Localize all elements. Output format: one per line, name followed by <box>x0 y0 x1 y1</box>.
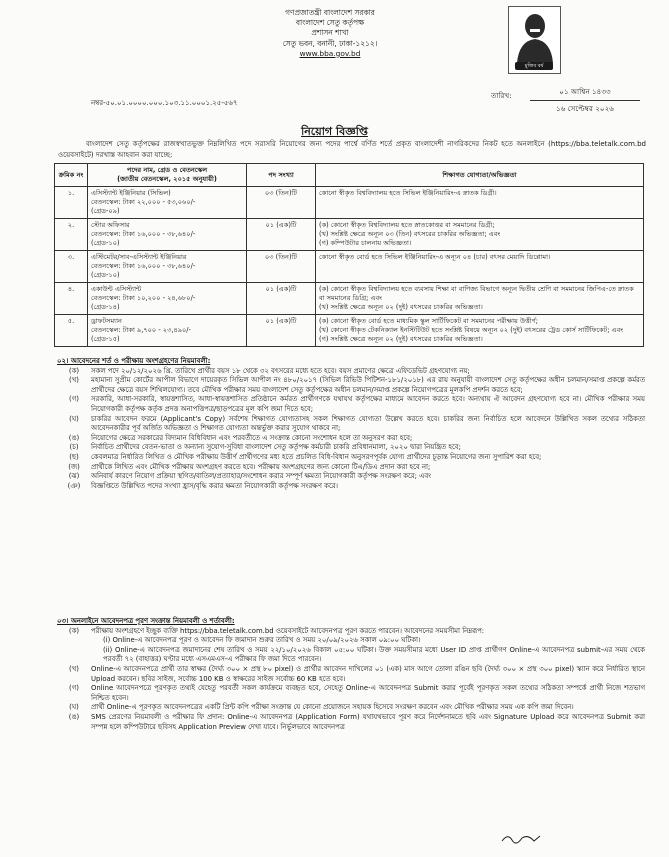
condition-item <box>57 627 645 637</box>
qualification-line: (খ) সংশ্লিষ্ট ক্ষেত্রে অন্যূন ০৩ (তিন) বৎসরের চাকরির অভিজ্ঞতা; এবং <box>319 230 501 238</box>
item-text: নিয়োগের ক্ষেত্রে সরকারের বিদ্যমান বিধিবিধান এবং পরবর্তীতে এ সংক্রান্ত কোনো সংশোধন হলে তা অনুসরণ করা হবে; <box>91 433 413 442</box>
signature-mark <box>500 832 558 844</box>
post-line: বেতনস্কেল: টাকা ১৬,০০০ - ৩৮,৬৪০/- <box>91 230 196 238</box>
qualification-line: (গ) কম্পিউটার চালনায় অভিজ্ঞতা। <box>319 239 412 247</box>
cell-qualification <box>316 283 644 315</box>
condition-item <box>57 703 645 713</box>
item-marker <box>69 636 103 646</box>
cell-post <box>88 219 247 251</box>
item-marker: (ঞ) <box>67 481 81 490</box>
qualification-line: (খ) কোনো স্বীকৃত টেকনিক্যাল ইনস্টিটিউট হতে সংশ্লিষ্ট বিষয়ে অন্যূন ০২ (দুই) বৎসরের ট্রেড কোর্স সার্টিফিকেট; এবং <box>319 326 624 334</box>
cell-sl: ১. <box>55 187 88 219</box>
post-line: (গ্রেড-১৫) <box>91 335 120 343</box>
memo-number: নম্বর-৫০.০১.০০০০.০০০.১০৩.১১.০০০১.২৫-৫৬৭ <box>91 99 238 107</box>
condition-item <box>57 415 645 434</box>
post-line: বেতনস্কেল: টাকা ১০,২০০ - ২৪,৬৮০/- <box>91 294 196 302</box>
item-text: সরকারি, আধা-সরকারি, স্বায়ত্তশাসিত, আধা-স্বায়ত্তশাসিত প্রতিষ্ঠানে কর্মরত প্রার্থীগণকে যথাযথ কর্তৃপক্ষের মাধ্যমে আবেদন করতে হবে। অন্যথায় ঐ আবেদন গ্রহণযোগ্য হবে না। মৌখিক পরীক্ষার সময় নিয়োগকারী কর্তৃপক্ষ কর্তৃক প্রদত্ত অনাপত্তিপত্র/ছাড়পত্রের মূল কপি জমা দিতে হবে; <box>91 395 645 413</box>
post-line: এস্টিমেটর/সাব-এসিস্ট্যান্ট ইঞ্জিনিয়ার <box>91 253 187 261</box>
item-marker: (জ) <box>68 462 80 471</box>
cell-qualification <box>316 251 644 283</box>
item-text: সকল পদে ২০/১২/২০২৬ খ্রি. তারিখে প্রার্থীর বয়স ১৮ থেকে ৩২ বৎসরের মধ্যে হতে হবে। বয়স প্রমাণের ক্ষেত্রে এফিডেভিট গ্রহণযোগ্য নয়; <box>91 366 470 375</box>
item-marker: (খ) <box>69 664 79 673</box>
cell-sl: ৫. <box>55 315 88 347</box>
condition-item <box>57 713 645 732</box>
col-header-sl: ক্রমিক নং <box>55 164 88 187</box>
date-bengali: ০১ আশ্বিন ১৪৩৩ <box>559 87 611 96</box>
condition-item <box>57 453 645 463</box>
item-marker: (গ) <box>69 684 79 693</box>
section-online-application <box>57 617 645 732</box>
condition-item <box>57 472 645 482</box>
section-heading: ০৩। অনলাইনে আবেদনপত্র পূরণ সংক্রান্ত নিয়মাবলী ও শর্তাবলী: <box>57 617 235 625</box>
date-english: ১৬ সেপ্টেম্বর ২০২৬ <box>530 100 640 117</box>
post-line: স্টোর অফিসার <box>91 221 130 229</box>
cell-qualification <box>316 187 644 219</box>
website-link[interactable]: www.bba.gov.bd <box>299 48 361 58</box>
cell-sl: ২. <box>55 219 88 251</box>
item-text: বিজ্ঞপ্তিতে উল্লিখিত পদের সংখ্যা হ্রাস/বৃদ্ধি করার ক্ষমতা নিয়োগকারী কর্তৃপক্ষ সংরক্ষণ করে। <box>91 481 338 490</box>
col-header-count: পদ সংখ্যা <box>247 164 316 187</box>
post-line: (গ্রেড-১৪) <box>91 303 120 311</box>
item-marker: (ঙ) <box>68 433 80 442</box>
item-marker: (ঝ) <box>68 472 80 481</box>
condition-item <box>57 463 645 473</box>
cell-post <box>88 187 247 219</box>
item-text: অনিবার্য কারণে নিয়োগ প্রক্রিয়া স্থগিত/বাতিল/প্রত্যাহার/সংশোধন করার সম্পূর্ণ ক্ষমতা নিয়োগকারী কর্তৃপক্ষ সংরক্ষণ করে; এবং <box>91 472 432 481</box>
section-conditions <box>57 357 645 491</box>
portrait-logo <box>508 6 561 74</box>
item-text: চাকরির আবেদন ফরমে (Applicant's Copy) সর্বশেষ শিক্ষাগত যোগ্যতাসহ সকল শিক্ষাগত যোগ্যতা উল্লেখ করতে হবে। চাকরির জন্য নির্বাচিত হলে আবেদনে উল্লিখিত সকল তথ্যের সঠিকতা আবেদনকারীর পূর্ব অর্জিত অভিজ্ঞতা ও শিক্ষাগত যোগ্যতা অন্তর্ভুক্ত করার সুযোগ থাকবে না; <box>91 414 645 433</box>
qualification-line: কোনো স্বীকৃত বিশ্ববিদ্যালয় হতে সিভিল ইঞ্জিনিয়ারিং-এ স্নাতক ডিগ্রী। <box>319 189 497 197</box>
intro-paragraph: বাংলাদেশ সেতু কর্তৃপক্ষের রাজস্বখাতভুক্ত নিম্নলিখিত পদে সরাসরি নিয়োগের জন্য পদের পার্শ্বে বর্ণিত শর্তে প্রকৃত বাংলাদেশী নাগরিকদের নিকট হতে অনলাইনে (https://bba.teletalk.com.bd ওয়েবসাইটে) দরখাস্ত আহবান করা যাচ্ছে: <box>58 140 646 159</box>
cell-qualification <box>316 219 644 251</box>
section-heading: ০২। আবেদনের শর্ত ও পরীক্ষায় অংশগ্রহণের নিয়মাবলী: <box>57 357 211 365</box>
table-row <box>55 251 644 283</box>
condition-item <box>57 646 645 665</box>
post-line: বেতনস্কেল: টাকা ২২,০০০ - ৫৩,০৬০/- <box>91 198 196 206</box>
item-text: কেবলমাত্র নির্ধারিত লিখিত ও মৌখিক পরীক্ষায় উত্তীর্ণ প্রার্থীগণের মধ্য হতে প্রচলিত বিধি-বিধান অনুসরণপূর্বক যোগ্য প্রার্থীদের চূড়ান্ত নিয়োগের জন্য সুপারিশ করা হবে; <box>91 452 542 461</box>
notice-title: নিয়োগ বিজ্ঞপ্তি <box>301 125 368 138</box>
qualification-line: (ক) কোনো স্বীকৃত বিশ্ববিদ্যালয় হতে ব্যবসায় শিক্ষা বা বাণিজ্য বিভাগে অন্যূন দ্বিতীয় শ্রেণি বা সমমানের জিপিএ-তে স্নাতক বা সমমানের ডিগ্রি; এবং <box>319 285 634 302</box>
condition-item <box>57 684 645 703</box>
posts-table <box>54 163 644 347</box>
item-marker: (চ) <box>69 443 79 452</box>
post-line: একাউন্ট এসিস্ট্যান্ট <box>91 285 142 293</box>
table-body <box>55 187 644 347</box>
item-text: (ii) Online-এ আবেদনপত্র জমাদানের শেষ তারিখ ও সময় ২২/১০/২০২৬ বিকাল ০৫:০০ ঘটিকা। উক্ত সময়সীমার মধ্যে User ID প্রাপ্ত প্রার্থীগণ Online-এ আবেদনপত্র submit-এর সময় থেকে পরবর্তী ৭২ (বাহাত্তর) ঘণ্টার মধ্যে এসএমএস-এ পরীক্ষার ফি জমা দিতে পারবেন। <box>103 645 645 664</box>
post-line: (গ্রেড-০৯) <box>91 207 120 215</box>
item-marker <box>69 646 103 665</box>
cell-count: ০১ (এক)টি <box>247 219 316 251</box>
condition-item <box>57 395 645 414</box>
header-line: প্রশাসন শাখা <box>311 28 349 38</box>
portrait-caption: মুজিব বর্ষ <box>515 62 553 70</box>
item-text: মহামান্য সুপ্রীম কোর্টের আপীল বিভাগে দায়েরকৃত সিভিল আপীল নং ৪৮০/২০১৭ (সিভিল রিভিউ পিটিশন-১৮১/২০১৮) এর রায় অনুযায়ী বাংলাদেশ সেতু কর্তৃপক্ষের অধীন চলমান/সমাপ্ত প্রকল্পে কর্মরত প্রার্থীদের ক্ষেত্রে বয়স শিথিলযোগ্য। তবে মৌখিক পরীক্ষার সময় বাংলাদেশ সেতু কর্তৃপক্ষের অধীন চলমান/সমাপ্ত প্রকল্পে নিয়োগপত্রের মূলকপি প্রদর্শন করতে হবে; <box>91 376 645 394</box>
cell-count: ০১ (এক)টি <box>247 283 316 315</box>
item-text: প্রার্থীকে লিখিত এবং মৌখিক পরীক্ষায় অংশগ্রহণ করতে হবে। পরীক্ষায় অংশগ্রহণের জন্য কোনো টিএ/ডিএ প্রদান করা হবে না; <box>91 462 431 471</box>
condition-item <box>57 367 645 377</box>
cell-count: ০৩ (তিন)টি <box>247 251 316 283</box>
header-line: বাংলাদেশ সেতু কর্তৃপক্ষ <box>295 18 365 28</box>
portrait-icon <box>509 7 560 63</box>
cell-post <box>88 251 247 283</box>
condition-item <box>57 434 645 444</box>
cell-post <box>88 315 247 347</box>
col-header-qualification: শিক্ষাগত যোগ্যতা/অভিজ্ঞতা <box>316 164 644 187</box>
condition-item <box>57 636 645 646</box>
cell-qualification <box>316 315 644 347</box>
post-line: বেতনস্কেল: টাকা ৯,৭০০ - ২৩,৪৯০/- <box>91 326 191 334</box>
qualification-line: (গ) সংশ্লিষ্ট ক্ষেত্রে অন্যূন ০২ (দুই) বৎসরের চাকরির অভিজ্ঞতা। <box>319 335 483 343</box>
item-text: Online আবেদনপত্রে পূরণকৃত তথ্যই যেহেতু পরবর্তী সকল কার্যক্রমে ব্যবহৃত হবে, সেহেতু Online-এ আবেদনপত্র Submit করার পূর্বেই পূরণকৃত সকল তথ্যের সঠিকতা সম্পর্কে প্রার্থী নিজে শতভাগ নিশ্চিত হবেন। <box>91 684 645 702</box>
qualification-line: কোনো স্বীকৃত বোর্ড হতে সিভিল ইঞ্জিনিয়ারিং-এ অন্যূন ০৪ (চার) বৎসর মেয়াদি ডিপ্লোমা। <box>319 253 551 261</box>
table-header-row <box>55 164 644 187</box>
date-label: তারিখ: <box>491 91 512 100</box>
table-row <box>55 219 644 251</box>
cell-sl: ৪. <box>55 283 88 315</box>
cell-count: ০৩ (তিন)টি <box>247 187 316 219</box>
post-line: ড্রাফটসম্যান <box>91 317 122 325</box>
post-line: (গ্রেড-১০) <box>91 239 120 247</box>
item-text: SMS প্রেরণের নিয়মাবলী ও পরীক্ষার ফি প্রদান: Online-এ আবেদনপত্র (Application Form) যথাযথভাবে পূরণ করে নির্দেশনামতে ছবি এবং Signature Upload করে আবেদনপত্র Submit করা সম্পন্ন হলে কম্পিউটারে ছবিসহ Application Preview দেখা যাবে। নির্ভুলভাবে আবেদনপত্র <box>91 712 645 731</box>
cell-sl: ৩. <box>55 251 88 283</box>
header-line: সেতু ভবন, বনানী, ঢাকা-১২১২। <box>282 38 378 48</box>
item-text: প্রার্থী Online-এ পূরণকৃত আবেদনপত্রের একটি প্রিন্ট কপি পরীক্ষা সংক্রান্ত যে কোনো প্রয়োজনে সহায়ক হিসেবে সংরক্ষণ করবেন এবং মৌখিক পরীক্ষার সময় এক কপি জমা দিবেন। <box>91 703 574 712</box>
item-marker: (ঘ) <box>69 414 79 423</box>
qualification-line: (খ) সংশ্লিষ্ট ক্ষেত্রে অন্যূন ০২ (দুই) বৎসরের চাকরির অভিজ্ঞতা। <box>319 303 483 311</box>
post-line: এসিস্ট্যান্ট ইঞ্জিনিয়ার (সিভিল) <box>91 189 171 197</box>
table-row <box>55 187 644 219</box>
qualification-line: (ক) কোনো স্বীকৃত বোর্ড হতে মাধ্যমিক স্কুল সার্টিফিকেট বা সমমানের পরীক্ষায় উত্তীর্ণ; <box>319 317 538 325</box>
header-line: গণপ্রজাতন্ত্রী বাংলাদেশ সরকার <box>285 8 375 17</box>
item-marker: (ঘ) <box>69 703 79 712</box>
post-line: (গ্রেড-১০) <box>91 271 120 279</box>
item-text: (i) Online-এ আবেদনপত্র পূরণ ও আবেদন ফি জমাদান শুরুর তারিখ ও সময় ২০/০৯/২০২৬ সকাল ০৯:০০ ঘটিকা। <box>103 636 421 645</box>
item-text: পরীক্ষায় অংশগ্রহণে ইচ্ছুক ব্যক্তি https://bba.teletalk.com.bd ওয়েবসাইটে আবেদনপত্র পূরণ করতে পারবেন। আবেদনের সময়সীমা নিম্নরূপ: <box>91 626 485 635</box>
item-marker: (ঙ) <box>68 712 80 721</box>
cell-post <box>88 283 247 315</box>
item-text: Online-এ আবেদনপত্রে প্রার্থী তার স্বাক্ষর (দৈর্ঘ্য ৩০০ × প্রস্থ ৮০ pixel) ও প্রার্থীর আবেদন দাখিলের ০১ (এক) মাস আগে তোলা রঙিন ছবি (দৈর্ঘ্য ৩০০ × প্রস্থ ৩০০ pixel) স্ক্যান করে নির্ধারিত স্থানে Upload করবেন। ছবির সাইজ, সর্বোচ্চ 100 KB ও স্বাক্ষরের সাইজ সর্বোচ্চ 60 KB হতে হবে। <box>91 664 645 683</box>
condition-item <box>57 665 645 684</box>
item-marker: (ক) <box>68 366 80 375</box>
item-marker: (গ) <box>69 395 79 404</box>
item-marker: (ছ) <box>69 452 79 461</box>
office-header <box>230 8 430 59</box>
table-row <box>55 283 644 315</box>
post-line: বেতনস্কেল: টাকা ১৬,০০০ - ৩৮,৬৪০/- <box>91 262 196 270</box>
item-marker: (খ) <box>69 376 79 385</box>
condition-item <box>57 376 645 395</box>
col-header-post: পদের নাম, গ্রেড ও বেতনস্কেল (জাতীয় বেতনস্কেল, ২০১৫ অনুযায়ী) <box>88 164 247 187</box>
date-block <box>530 84 640 117</box>
condition-item <box>57 482 645 492</box>
qualification-line: (ক) কোনো স্বীকৃত বিশ্ববিদ্যালয় হতে স্নাতকোত্তর বা সমমানের ডিগ্রী; <box>319 221 495 229</box>
item-marker: (ক) <box>68 626 80 635</box>
condition-item <box>57 443 645 453</box>
table-row <box>55 315 644 347</box>
item-text: নির্বাচিত প্রার্থীদের বেতন-ভাতা ও অন্যান্য সুযোগ-সুবিধা বাংলাদেশ সেতু কর্তৃপক্ষ কর্মচারী চাকরি প্রবিধানমালা, ২০২০ দ্বারা নিয়ন্ত্রিত হবে; <box>91 443 461 452</box>
cell-count: ০১ (এক)টি <box>247 315 316 347</box>
